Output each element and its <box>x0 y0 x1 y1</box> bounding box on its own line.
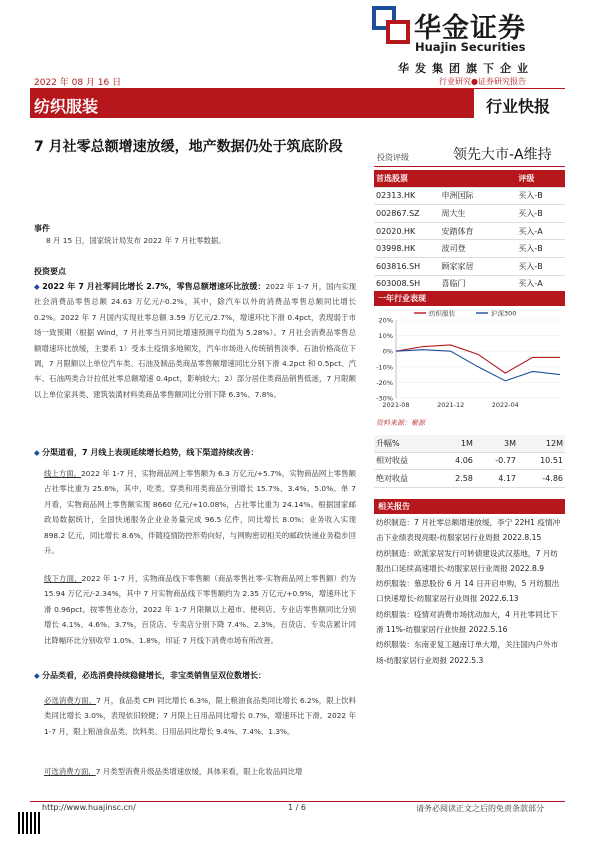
offline-paragraph: 线下方面，2022 年 1-7 月，实物商品线下零售额（商品零售社零-实物商品网上零售额）约为 15.94 万亿元/-2.34%，其中 7 月实物商品线下零售额约为 2.35 万亿元/+0.9%，增速环比下滑 0.96pct。按零售业态分，2022 年 1-7 月限额以上超市、便利店、专业店零售额同比分别增长 4.1%、4.6%、3.7%，百货店、专卖店分别下降 7.4%、2.3%，百货店、专卖店累计同比降幅环比分别收窄 1.0%、1.8%，印证 7 月线下消费市场有所改善。 <box>44 574 356 645</box>
table-row: 相对收益 4.06 -0.77 10.51 <box>374 452 565 470</box>
stock-header-rating: 评级 <box>488 170 565 187</box>
chart-source: 资料来源：聚源 <box>376 419 425 427</box>
footer-url[interactable]: http://www.huajinsc.cn/ <box>42 803 136 812</box>
bullet-icon: ◆ <box>34 671 40 680</box>
related-report-link[interactable]: 纺织服装：慕思股份 6 月 14 日开启申购，5 月纺服出口快速增长-纺服家居行业周报 2022.6.13 <box>376 579 560 604</box>
page-number: 1 / 6 <box>288 803 306 812</box>
series-line-1 <box>396 345 560 373</box>
logo <box>372 6 410 52</box>
stock-table-wrap <box>374 170 565 293</box>
perf-table <box>374 435 565 488</box>
legend-label: 沪深300 <box>491 309 517 318</box>
invest-bullet-1: ◆ 2022 年 7 月社零同比增长 2.7%，零售总额增速环比放缓：2022 年 1-7 月，国内实现社会消费品零售总额 24.63 万亿元/-0.2%，其中，除汽车以外的消费品零售总额同比增长 0.2%。2022 年 7 月国内实现社零总额 3.59 万亿元/2.7%，增速环比下滑 0.4pct，表现弱于市场一致预期（根据 Wind，7 月社零当月同比增速预测平均值为 5.28%）。7 月社会消费品零售总额增速环比放缓，主要系 1）受本土疫情多地频发，汽车市场进入传统销售淡季、石油价格高位下调，7 月限额以上单位汽车类、石油及制品类商品零售额增速同比分别下滑 4.2pct 和 0.5pct、汽车、石油两类合计拉低社零总额增速 0.4pct，影响较大；2）部分居住类商品销售低迷，7 月限额以上单位家具类、建筑装潢材料类商品零售额同比分别下降 6.3%、7.8%。 <box>34 282 356 399</box>
staple-paragraph: 必选消费方面，7 月，食品类 CPI 同比增长 6.3%，限上粮油食品类同比增长 6.2%，限上饮料类同比增长 3.0%，表现依旧较健；7 月限上日用品同比增长 0.7%，增速环比下滑。2022 年 1-7 月，限上粮油食品类、饮料类、日用品同比增长 9.4%、7.4%、1.3%。 <box>44 696 356 736</box>
perf-table-wrap <box>374 435 565 488</box>
report-type: 行业快报 <box>486 97 551 116</box>
y-tick-label: 20% <box>378 316 393 325</box>
event-text: 8 月 15 日，国家统计局发布 2022 年 7 月社零数据。 <box>46 236 226 245</box>
stock-header-name <box>439 170 488 187</box>
qr-code-icon <box>18 812 40 834</box>
y-tick-label: -20% <box>376 378 393 387</box>
online-paragraph: 线上方面，2022 年 1-7 月，实物商品网上零售额为 6.3 万亿元/+5.7%，实物商品网上零售额占社零比重为 25.6%，其中，吃类、穿类和用类商品分别增长 15.7%、3.4%、5.0%。单 7 月看，实物商品网上零售额实现 8660 亿元/+10.08%，占社零比重为 24.14%。根据国家邮政局数据统计，全国快递服务企业业务量完成 96.5 亿件，同比增长 8.0%；业务收入实现 898.2 亿元，同比增长 8.6%，伴随疫情防控形势向好，与网购密切相关的邮政快递业务稳步回升。 <box>44 469 356 556</box>
related-report-link[interactable]: 纺织制造：7 月社零总额增速放缓，李宁 22H1 疫情冲击下业绩表现亮眼-纺服家居行业周报 2022.8.15 <box>376 518 561 543</box>
table-row: 603816.SH 顾家家居 买入-B <box>374 257 565 275</box>
x-tick-label: 2022-04 <box>491 401 519 409</box>
brand-slogan: 华发集团旗下企业 <box>398 62 534 75</box>
report-title: 7 月社零总额增速放缓，地产数据仍处于筑底阶段 <box>34 139 343 155</box>
bullet-icon: ◆ <box>34 282 40 291</box>
perf-chart <box>374 306 565 411</box>
perf-header: 升幅% <box>374 435 437 452</box>
y-tick-label: -10% <box>376 363 393 372</box>
related-heading: 相关报告 <box>374 499 565 514</box>
report-category: 行业研究●证券研究报告 <box>439 77 526 86</box>
perf-chart-svg <box>374 306 565 411</box>
table-row: 02020.HK 安踏体育 买入-A <box>374 222 565 240</box>
y-tick-label: 10% <box>378 332 393 341</box>
rating-divider <box>374 166 565 167</box>
brand-name-cn: 华金证券 <box>414 13 526 44</box>
x-tick-label: 2021-12 <box>437 401 465 409</box>
table-row: 绝对收益 2.58 4.17 -4.86 <box>374 470 565 488</box>
x-tick-label: 2021-08 <box>382 401 410 409</box>
table-row: 002867.SZ 周大生 买入-B <box>374 205 565 223</box>
perf-header: 12M <box>518 435 565 452</box>
optional-paragraph: 可选消费方面，7 月类型消费升级品类增速放缓，具体来看，限上化妆品同比增 <box>44 767 303 776</box>
rating-value: 领先大市-A维持 <box>453 147 552 163</box>
rating-label: 投资评级 <box>377 153 409 162</box>
table-row: 02313.HK 申洲国际 买入-B <box>374 187 565 205</box>
table-row: 03998.HK 波司登 买入-B <box>374 240 565 258</box>
related-report-link[interactable]: 纺织服装：疫情对消费市场扰动加大，4 月社零同比下滑 11%-纺服家居行业快报 2022.5.16 <box>376 609 558 635</box>
perf-chart-heading: 一年行业表现 <box>374 291 565 306</box>
invest-bullet-2: ◆ 分渠道看，7 月线上表现延续增长趋势，线下渠道持续改善： <box>34 448 259 457</box>
table-row: 603008.SH 喜临门 买入-A <box>374 275 565 293</box>
perf-header: 1M <box>437 435 475 452</box>
y-tick-label: -30% <box>376 394 393 403</box>
related-report-link[interactable]: 纺织服装：东南亚复工越南订单大增，关注国内户外市场-纺服家居行业周报 2022.5.3 <box>376 640 559 665</box>
stock-header-code: 首选股票 <box>374 170 439 187</box>
perf-header: 3M <box>475 435 518 452</box>
event-heading: 事件 <box>34 224 50 233</box>
brand-name-en: Huajin Securities <box>415 40 526 54</box>
bullet-icon: ◆ <box>34 448 40 457</box>
footer-disclaimer: 请务必阅读正文之后的免责条款部分 <box>416 804 544 813</box>
industry-name: 纺织服装 <box>34 97 99 116</box>
y-tick-label: 0% <box>382 347 393 356</box>
invest-heading: 投资要点 <box>34 267 66 276</box>
report-date: 2022 年 08 月 16 日 <box>34 78 122 88</box>
related-report-link[interactable]: 纺织制造：欧派家居发行可转债建设武汉基地，7 月纺服出口延续高速增长-纺服家居行业周报 2022.8.9 <box>376 548 558 573</box>
footer-divider <box>30 801 565 802</box>
legend-label: 纺织服装 <box>429 309 455 318</box>
stock-table <box>374 170 565 293</box>
related-list <box>376 515 564 668</box>
invest-bullet-3: ◆ 分品类看，必选消费持续稳健增长，非宝类销售呈双位数增长： <box>34 671 267 680</box>
